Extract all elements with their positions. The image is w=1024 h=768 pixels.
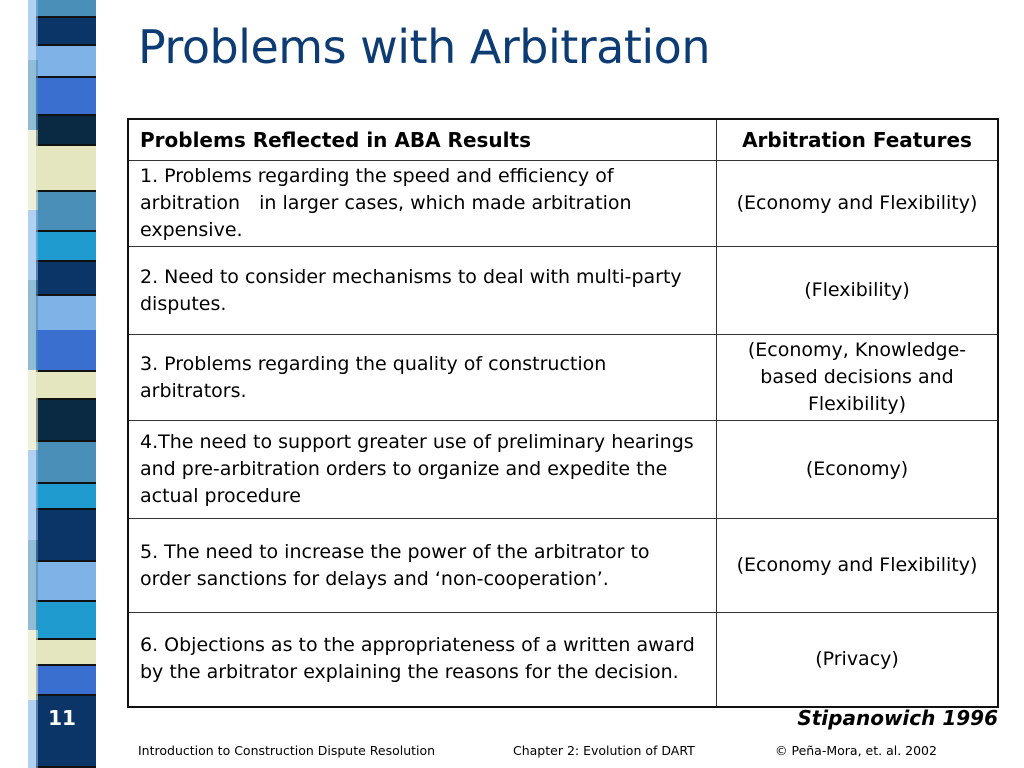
problem-cell: 3. Problems regarding the quality of construction arbitrators. <box>128 335 717 421</box>
stripe-edge <box>28 280 38 370</box>
footer-course: Introduction to Construction Dispute Resolution <box>138 743 436 758</box>
slide-title: Problems with Arbitration <box>138 20 710 74</box>
stripe-block <box>36 262 96 294</box>
stripe-block <box>36 640 96 664</box>
citation: Stipanowich 1996 <box>797 706 998 730</box>
feature-cell: (Economy and Flexibility) <box>717 161 999 247</box>
table-row <box>128 247 998 335</box>
header-problems: Problems Reflected in ABA Results <box>128 119 717 161</box>
stripe-block <box>36 510 96 560</box>
table-row <box>128 613 998 707</box>
stripe-block <box>36 18 96 44</box>
stripe-block <box>36 400 96 440</box>
table-header-row <box>128 119 998 161</box>
stripe-block <box>36 442 96 482</box>
stripe-edge <box>28 60 38 130</box>
stripe-block <box>36 146 96 190</box>
feature-cell: (Privacy) <box>717 613 999 707</box>
stripe-edge <box>28 0 38 60</box>
problem-cell: 4.The need to support greater use of preliminary hearings and pre-arbitration orders to organize and expedite the actual procedure <box>128 421 717 519</box>
problems-table <box>127 118 999 708</box>
stripe-edge <box>28 210 38 280</box>
feature-cell: (Economy) <box>717 421 999 519</box>
table-row <box>128 519 998 613</box>
problem-cell: 5. The need to increase the power of the arbitrator to order sanctions for delays and ‘non-cooperation’. <box>128 519 717 613</box>
feature-cell: (Economy, Knowledge-based decisions and Flexibility) <box>717 335 999 421</box>
stripe-block <box>36 116 96 144</box>
table-row <box>128 421 998 519</box>
stripe-block <box>36 192 96 230</box>
stripe-block <box>36 46 96 76</box>
stripe-edge <box>28 700 38 768</box>
stripe-block <box>36 666 96 694</box>
stripe-edge <box>28 630 38 700</box>
stripe-block <box>36 330 96 370</box>
page-number: 11 <box>48 706 76 730</box>
stripe-block <box>36 78 96 114</box>
stripe-block <box>36 296 96 330</box>
problem-cell: 1. Problems regarding the speed and efficiency of arbitration in larger cases, which made arbitration expensive. <box>128 161 717 247</box>
stripe-block <box>36 484 96 508</box>
stripe-edge <box>28 450 38 540</box>
problem-cell: 6. Objections as to the appropriateness of a written award by the arbitrator explaining the reasons for the decision. <box>128 613 717 707</box>
stripe-edge <box>28 370 38 450</box>
stripe-edge <box>28 540 38 630</box>
stripe-block <box>36 372 96 398</box>
table-row <box>128 161 998 247</box>
stripe-block <box>36 232 96 260</box>
footer-copyright: © Peña-Mora, et. al. 2002 <box>775 743 937 758</box>
stripe-block <box>36 0 96 16</box>
stripe-block <box>36 562 96 600</box>
decorative-stripe-bar <box>0 0 116 768</box>
feature-cell: (Economy and Flexibility) <box>717 519 999 613</box>
footer-chapter: Chapter 2: Evolution of DART <box>513 743 695 758</box>
feature-cell: (Flexibility) <box>717 247 999 335</box>
header-features: Arbitration Features <box>717 119 999 161</box>
problem-cell: 2. Need to consider mechanisms to deal with multi-party disputes. <box>128 247 717 335</box>
stripe-edge <box>28 130 38 210</box>
table-row <box>128 335 998 421</box>
stripe-block <box>36 602 96 638</box>
